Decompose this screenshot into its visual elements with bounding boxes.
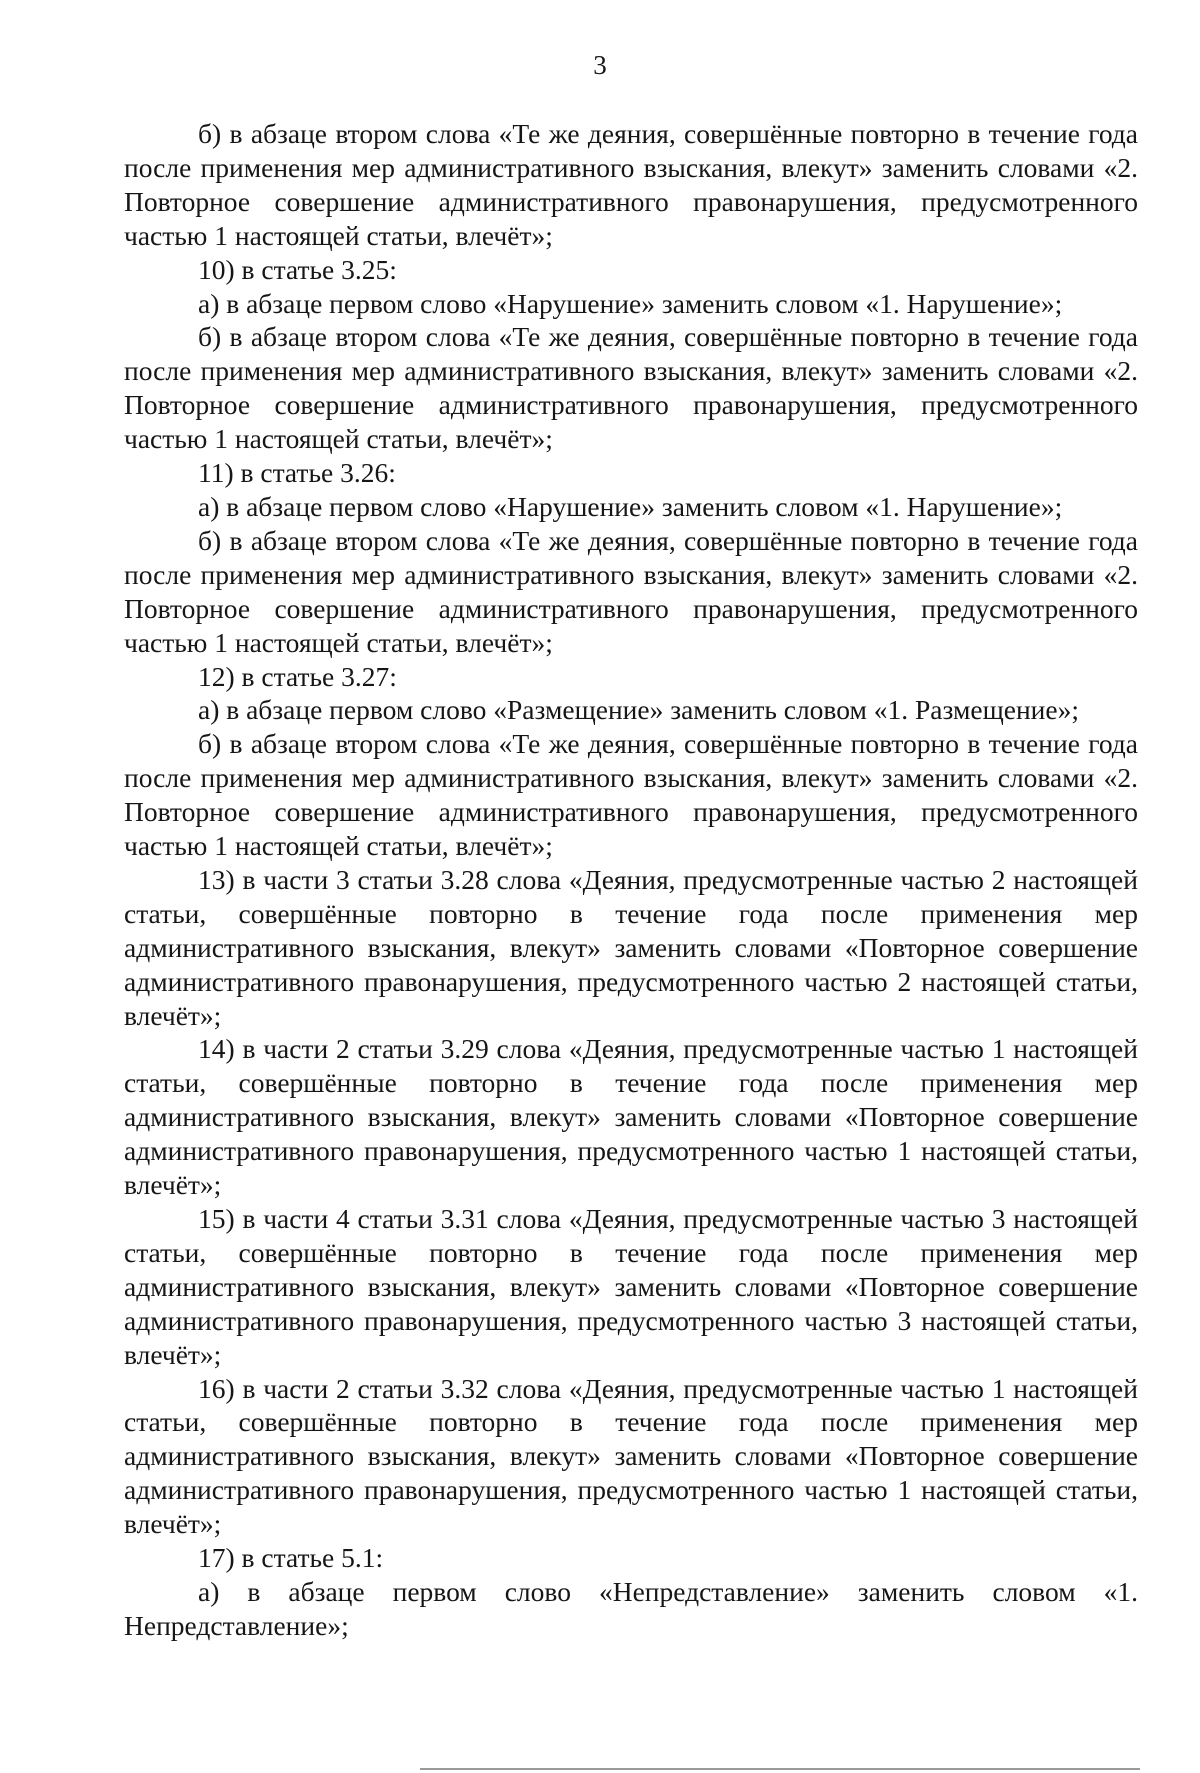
paragraph: 15) в части 4 статьи 3.31 слова «Деяния, предусмотренные частью 3 настоящей статьи, совершённые повторно в течение года после применения мер административного взыскания, влекут» заменить словами «Повторное совершение административного правонарушения, предусмотренного частью 3 настоящей статьи, влечёт»; (124, 1203, 1138, 1370)
bottom-divider (420, 1768, 1140, 1770)
paragraph: а) в абзаце первом слово «Непредставление» заменить словом «1. Непредставление»; (124, 1575, 1138, 1641)
paragraph: 13) в части 3 статьи 3.28 слова «Деяния, предусмотренные частью 2 настоящей статьи, совершённые повторно в течение года после применения мер административного взыскания, влекут» заменить словами «Повторное совершение административного правонарушения, предусмотренного частью 2 настоящей статьи, влечёт»; (124, 863, 1138, 1031)
paragraph: б) в абзаце втором слова «Те же деяния, совершённые повторно в течение года после применения мер административного взыскания, влекут» заменить словами «2. Повторное совершение административного правонарушения, предусмотренного частью 1 настоящей статьи, влечёт»; (124, 118, 1138, 251)
paragraph: а) в абзаце первом слово «Размещение» заменить словом «1. Размещение»; (198, 694, 1079, 726)
paragraph: 10) в статье 3.25: (198, 253, 397, 285)
page-number: 3 (593, 50, 607, 80)
paragraph: а) в абзаце первом слово «Нарушение» заменить словом «1. Нарушение»; (198, 490, 1063, 522)
paragraph: 14) в части 2 статьи 3.29 слова «Деяния, предусмотренные частью 1 настоящей статьи, совершённые повторно в течение года после применения мер административного взыскания, влекут» заменить словами «Повторное совершение административного правонарушения, предусмотренного частью 1 настоящей статьи, влечёт»; (124, 1033, 1138, 1201)
paragraph: 12) в статье 3.27: (198, 660, 397, 692)
paragraph: б) в абзаце втором слова «Те же деяния, совершённые повторно в течение года после применения мер административного взыскания, влекут» заменить словами «2. Повторное совершение административного правонарушения, предусмотренного частью 1 настоящей статьи, влечёт»; (124, 321, 1138, 455)
paragraph: 17) в статье 5.1: (198, 1542, 384, 1574)
paragraph: 11) в статье 3.26: (198, 457, 396, 489)
paragraph: б) в абзаце втором слова «Те же деяния, совершённые повторно в течение года после применения мер административного взыскания, влекут» заменить словами «2. Повторное совершение административного правонарушения, предусмотренного частью 1 настоящей статьи, влечёт»; (124, 728, 1138, 862)
paragraph: 16) в части 2 статьи 3.32 слова «Деяния, предусмотренные частью 1 настоящей статьи, совершённые повторно в течение года после применения мер административного взыскания, влекут» заменить словами «Повторное совершение административного правонарушения, предусмотренного частью 1 настоящей статьи, влечёт»; (124, 1372, 1138, 1540)
document-body (124, 117, 1138, 1643)
paragraph: б) в абзаце втором слова «Те же деяния, совершённые повторно в течение года после применения мер административного взыскания, влекут» заменить словами «2. Повторное совершение административного правонарушения, предусмотренного частью 1 настоящей статьи, влечёт»; (124, 524, 1138, 658)
paragraph: а) в абзаце первом слово «Нарушение» заменить словом «1. Нарушение»; (198, 287, 1063, 319)
